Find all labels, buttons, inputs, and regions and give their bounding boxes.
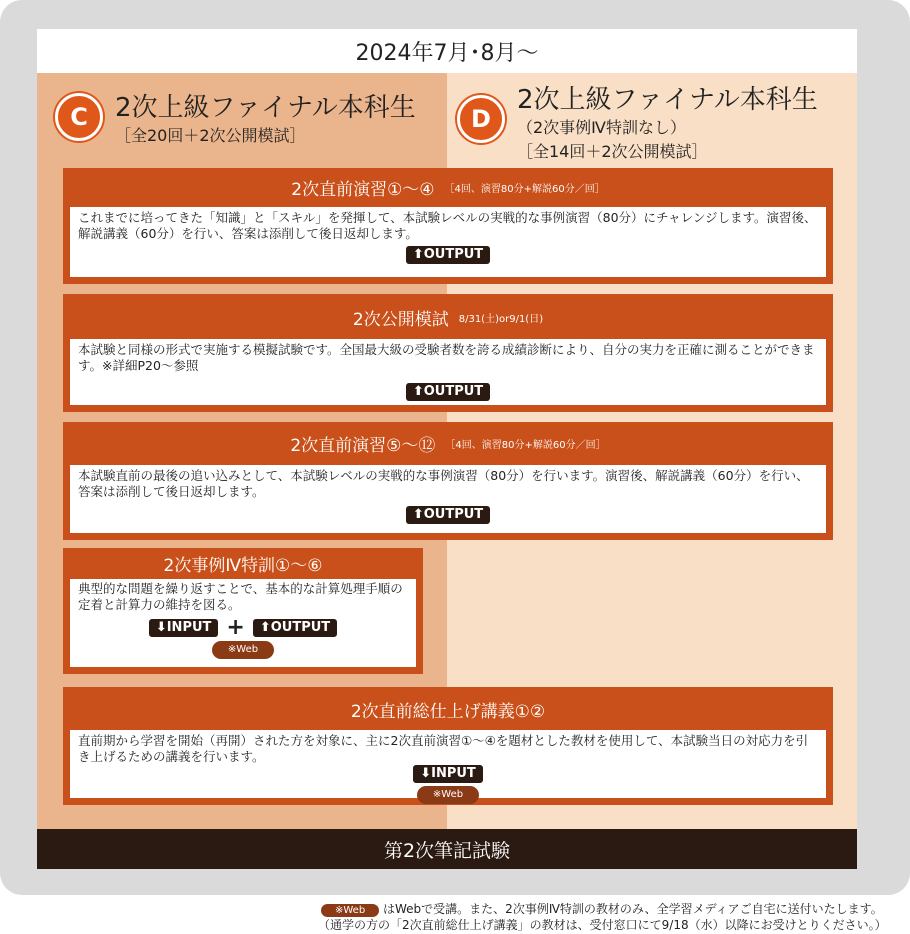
output-badge: ⬆OUTPUT [253,619,337,637]
card-jirei4-tokkun [63,548,423,674]
card-description: 直前期から学習を開始（再開）された方を対象に、主に2次直前演習①〜④を題材とした教材を使用して、本試験当日の対応力を引き上げるための講義を行います。 [78,733,809,764]
card-title: 2次直前総仕上げ講義①② [350,701,546,722]
course-d-badge [457,95,505,143]
footnote-line-2: （通学の方の「2次直前総仕上げ講義」の教材は、受付窓口にて9/18（水）以降にお受けとりください。） [318,918,887,932]
card-title-row [64,549,422,577]
course-d-sub1: （2次事例Ⅳ特訓なし） [517,118,686,137]
input-badge: ⬇INPUT [149,619,219,637]
output-badge: ⬆OUTPUT [406,506,490,524]
card-title-row [64,688,832,730]
input-badge: ⬇INPUT [413,765,483,783]
course-c-badge-letter: C [70,103,88,131]
course-c-sub: ［全20回＋2次公開模試］ [115,126,306,145]
course-d-badge-letter: D [471,105,491,133]
card-body [70,730,826,798]
card-title-row [64,295,832,339]
web-badge: ※Web [212,641,274,659]
card-body [70,465,826,533]
schedule-panel [37,29,857,869]
card-description: 本試験と同様の形式で実施する模擬試験です。全国最大級の受験者数を誇る成績診断により、自分の実力を正確に測ることができます。※詳細P20〜参照 [78,342,815,373]
card-sojiage-kogi [63,687,833,805]
card-chokuzen-enshu-1-4 [63,168,833,284]
plus-sign: + [226,615,245,640]
card-subtitle: 8/31(土)or9/1(日) [458,313,544,325]
card-description: 本試験直前の最後の追い込みとして、本試験レベルの実戦的な事例演習（80分）を行います。演習後、解説講義（60分）を行い、答案は添削して後日返却します。 [78,468,809,499]
card-title: 2次直前演習①〜④ [291,179,435,200]
output-badge: ⬆OUTPUT [406,383,490,401]
card-body [70,339,826,405]
period-label: 2024年7月･8月〜 [355,40,539,66]
course-c-badge [55,93,103,141]
card-title: 2次公開模試 [352,309,449,330]
web-badge: ※Web [321,904,379,917]
exam-footer [37,829,857,869]
course-d-sub2: ［全14回＋2次公開模試］ [517,142,708,161]
period-header [37,29,857,73]
card-description: 典型的な問題を繰り返すことで、基本的な計算処理手順の定着と計算力の維持を図る。 [78,581,403,612]
course-c-title: 2次上級ファイナル本科生 [115,93,416,123]
card-subtitle: ［4回、演習80分+解説60分／回］ [444,183,605,195]
card-body [70,207,826,277]
card-kokai-moshi [63,294,833,412]
card-body [70,579,416,667]
exam-label: 第2次筆記試験 [383,839,511,862]
card-title-row [64,423,832,463]
card-description: これまでに培ってきた「知識」と「スキル」を発揮して、本試験レベルの実戦的な事例演習（80分）にチャレンジします。演習後、解説講義（60分）を行い、答案は添削して後日返却します。 [78,210,817,241]
output-badge: ⬆OUTPUT [406,246,490,264]
footnote-line-1 [321,900,883,917]
course-d-title: 2次上級ファイナル本科生 [517,85,818,115]
footnote-text-1: はWebで受講。また、2次事例Ⅳ特訓の教材のみ、全学習メディアご自宅に送付いたします。 [383,902,883,916]
card-title: 2次直前演習⑤〜⑫ [290,435,436,456]
card-title: 2次事例Ⅳ特訓①〜⑥ [163,555,323,576]
card-title-row [64,169,832,205]
web-badge: ※Web [417,786,479,804]
card-chokuzen-enshu-5-12 [63,422,833,540]
card-subtitle: ［4回、演習80分+解説60分／回］ [445,439,606,451]
